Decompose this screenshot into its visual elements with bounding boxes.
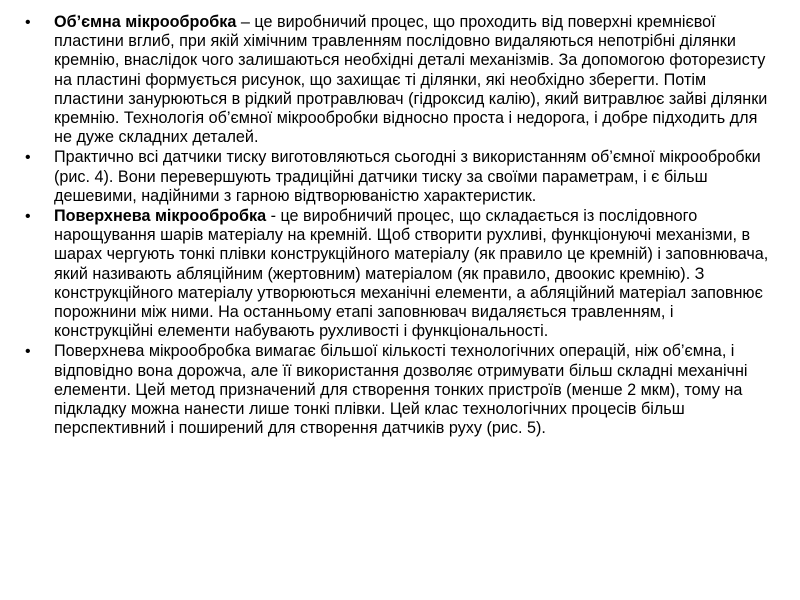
- item-text: – це виробничий процес, що проходить від поверхні кремнієвої пластини вглиб, при якій хімічним травленням послідовно видаляються непотрібні ділянки кремнію, внаслідок чого залишаються необхідні деталі механізмів. За допомогою фоторезисту на пластині формується рисунок, що захищає ті ділянки, які необхідно зберегти. Потім пластини занурюються в рідкий протравлювач (гідроксид калію), який витравлює зайві ділянки кремнію. Технологія об’ємної мікрообробки відносно проста і недорога, і добре підходить для не дуже складних деталей.: [54, 13, 768, 147]
- bullet-dot-icon: •: [25, 14, 31, 31]
- item-text: Практично всі датчики тиску виготовляються сьогодні з використанням об’ємної мікрообробки (рис. 4). Вони перевершують традиційні датчики тиску за своїми параметрам, і є більш дешевими, надійними з гарною відтворюваністю характеристик.: [54, 148, 761, 205]
- list-item: [22, 13, 772, 147]
- bullet-dot-icon: •: [25, 208, 31, 226]
- item-text: - це виробничий процес, що складається із послідовного нарощування шарів матеріалу на кремній. Щоб створити рухливі, функціонуючі механізми, в шарах чергують тонкі плівки конструкційного матеріалу (як правило це кремній) і заповнювача, який називають абляційним (жертовним) матеріалом (як правило, двоокис кремнію). З конструкційного матеріалу утворюються механічні елементи, а абляційний матеріал заповнює порожнини між ними. На останньому етапі заповнювач видаляється травленням, і конструкційні елементи набувають рухливості і функціональності.: [54, 207, 769, 341]
- bullet-dot-icon: •: [25, 343, 31, 361]
- list-item: [22, 148, 772, 206]
- term-bold: Об’ємна мікрообробка: [54, 13, 237, 31]
- bullet-list: [22, 13, 772, 438]
- term-bold: Поверхнева мікрообробка: [54, 207, 267, 226]
- bullet-dot-icon: •: [25, 149, 31, 167]
- list-item: [22, 207, 772, 341]
- item-text: Поверхнева мікрообробка вимагає більшої кількості технологічних операцій, ніж об’ємна, і відповідно вона дорожча, але її використання дозволяє отримувати більш складні механічні елементи. Цей метод призначений для створення тонких пристроїв (менше 2 мкм), тому на підкладку можна нанести лише тонкі плівки. Цей клас технологічних процесів більш перспективний і поширений для створення датчиків руху (рис. 5).: [54, 342, 748, 438]
- list-item: [22, 342, 772, 438]
